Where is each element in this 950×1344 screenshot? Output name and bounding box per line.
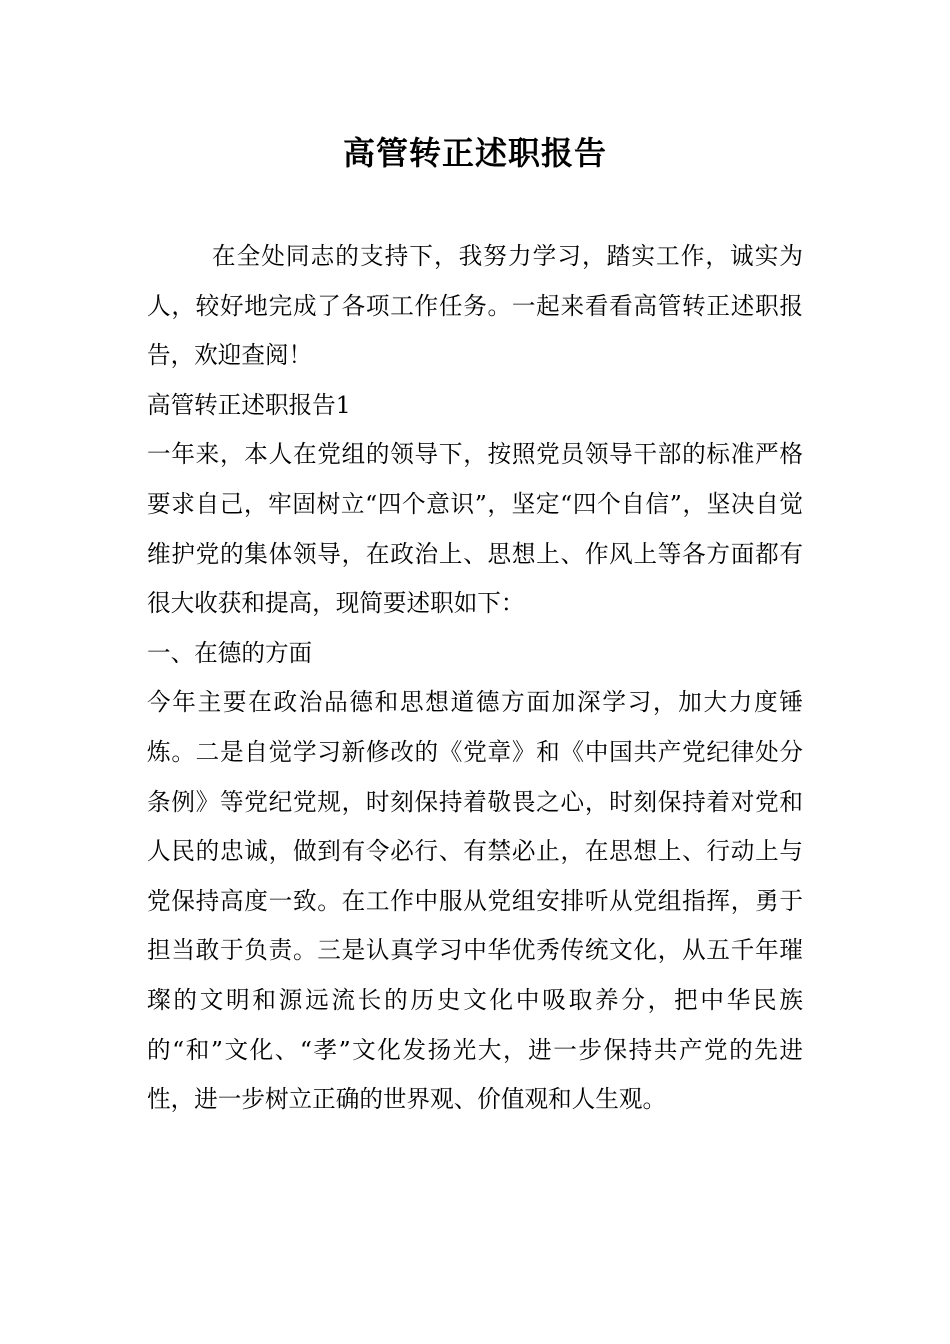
body-paragraph: 今年主要在政治品德和思想道德方面加深学习，加大力度锤炼。二是自觉学习新修改的《党章》和《中国共产党纪律处分条例》等党纪党规，时刻保持着敬畏之心，时刻保持着对党和人民的忠诚，做到有令必行、有禁必止，在思想上、行动上与党保持高度一致。在工作中服从党组安排听从党组指挥，勇于担当敢于负责。三是认真学习中华优秀传统文化，从五千年璀璨的文明和源远流长的历史文化中吸取养分，把中华民族的“和”文化、“孝”文化发扬光大，进一步保持共产党的先进性，进一步树立正确的世界观、价值观和人生观。 <box>147 688 803 1114</box>
document-body <box>147 232 803 1125</box>
section-heading: 高管转正述职报告1 <box>147 390 351 419</box>
subsection-heading: 一、在德的方面 <box>147 638 313 667</box>
document-title: 高管转正述职报告 <box>342 134 607 172</box>
intro-paragraph: 在全处同志的支持下，我努力学习，踏实工作，诚实为人，较好地完成了各项工作任务。一起来看看高管转正述职报告，欢迎查阅！ <box>147 242 803 370</box>
body-paragraph: 一年来，本人在党组的领导下，按照党员领导干部的标准严格要求自己，牢固树立“四个意识”，坚定“四个自信”，坚决自觉维护党的集体领导，在政治上、思想上、作风上等各方面都有很大收获和提高，现简要述职如下： <box>147 440 803 618</box>
